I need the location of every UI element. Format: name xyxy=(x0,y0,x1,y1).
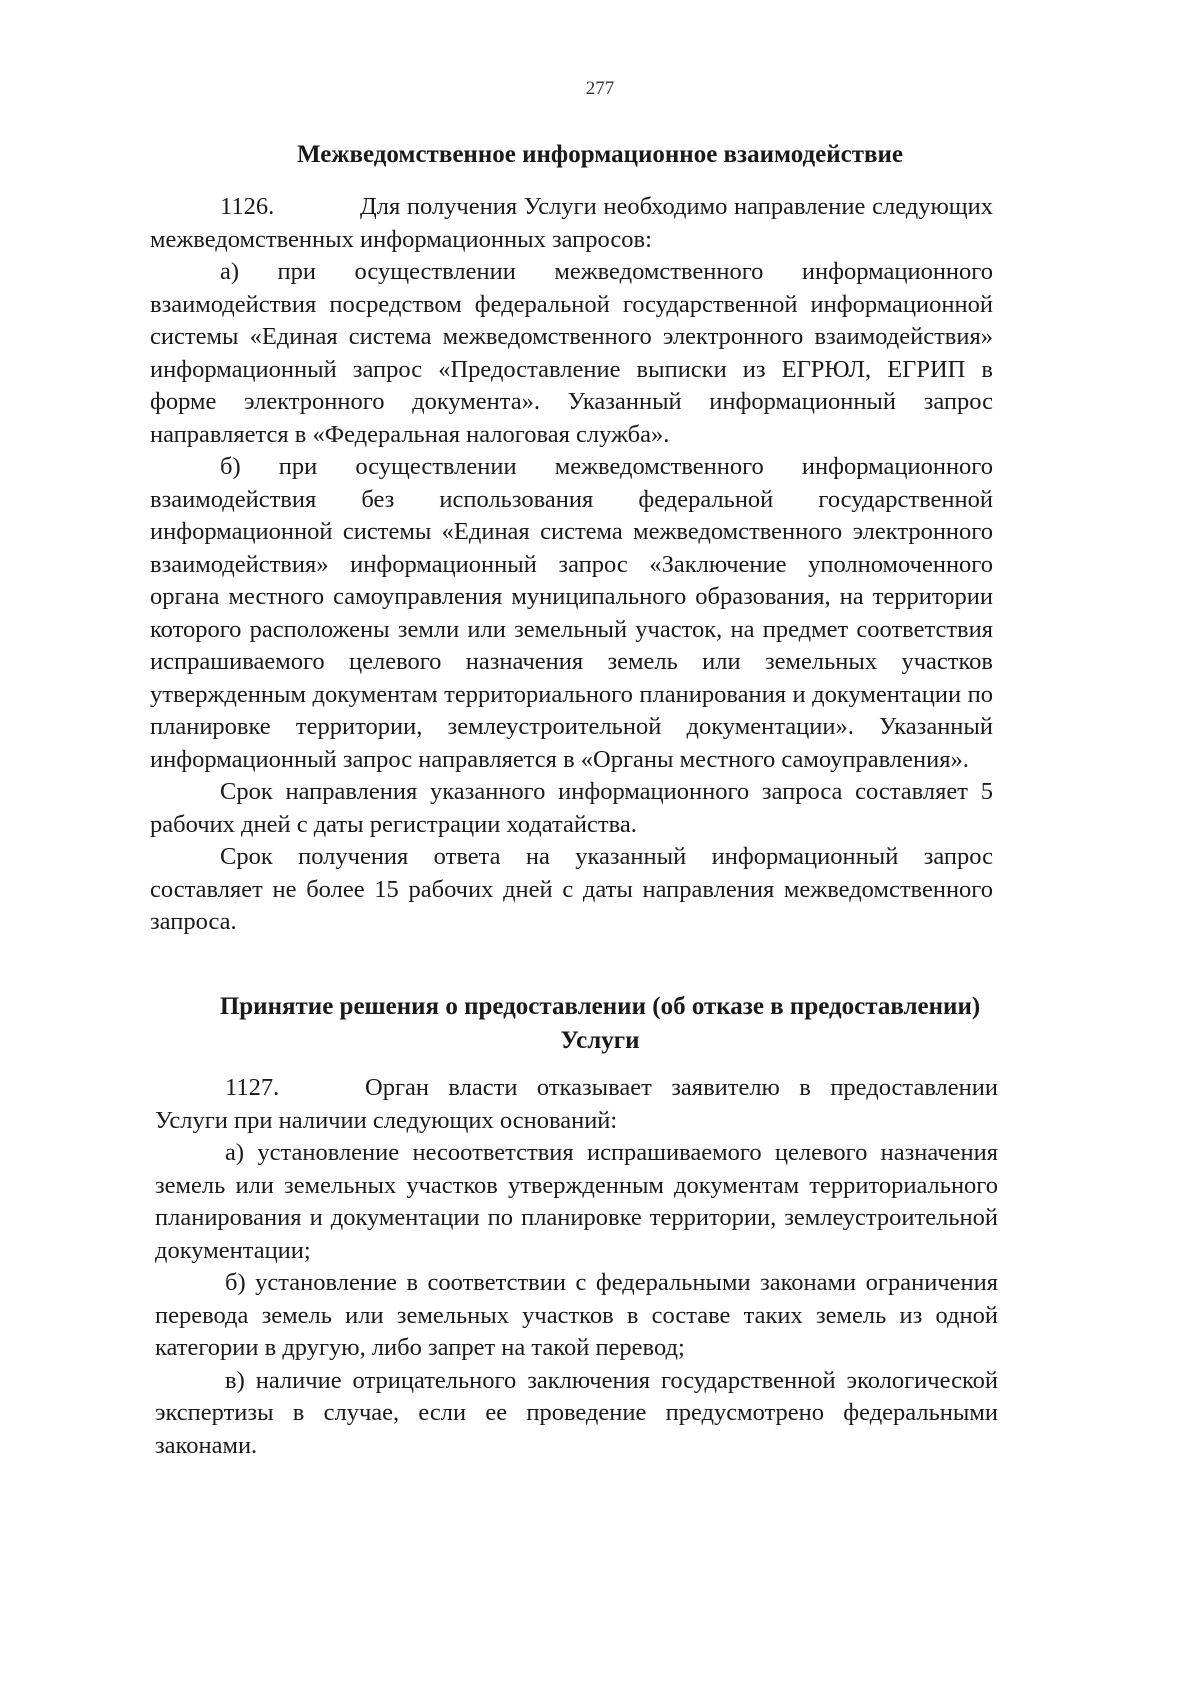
list-item: б) установление в соответствии с федеральными законами ограничения перевода земель или земельных участков в составе таких земель из одной категории в другую, либо запрет на такой перевод; xyxy=(155,1269,998,1361)
section-heading-decision xyxy=(150,990,1050,1058)
list-item: в) наличие отрицательного заключения государственной экологической экспертизы в случае, если ее проведение предусмотрено федеральными законами. xyxy=(155,1366,998,1459)
heading-line: Услуги xyxy=(560,1027,640,1054)
section-heading-interagency: Межведомственное информационное взаимодействие xyxy=(297,141,903,168)
paragraph-text: Орган власти отказывает заявителю в предоставлении Услуги при наличии следующих оснований: xyxy=(155,1074,998,1134)
paragraph-1126 xyxy=(150,191,993,256)
heading-line: Принятие решения о предоставлении (об отказе в предоставлении) xyxy=(219,993,981,1020)
paragraph-1127 xyxy=(155,1072,998,1137)
paragraph-number: 1127. xyxy=(225,1074,280,1101)
page-number: 277 xyxy=(585,78,615,99)
paragraph-text: Для получения Услуги необходимо направление следующих межведомственных информационных запросов: xyxy=(150,193,993,253)
list-item: б) при осуществлении межведомственного информационного взаимодействия без использования федеральной государственной информационной системы «Единая система межведомственного электронного взаимодействия» информационный запрос «Заключение уполномоченного органа местного самоуправления муниципального образования, на территории которого расположены земли или земельный участок, на предмет соответствия испрашиваемого целевого назначения земель или земельных участков утвержденным документам территориального планирования и документации по планировке территории, землеустроительной документации». Указанный информационный запрос направляется в «Органы местного самоуправления». xyxy=(150,453,993,773)
list-item: а) при осуществлении межведомственного информационного взаимодействия посредством федеральной государственной информационной системы «Единая система межведомственного электронного взаимодействия» информационный запрос «Предоставление выписки из ЕГРЮЛ, ЕГРИП в форме электронного документа». Указанный информационный запрос направляется в «Федеральная налоговая служба». xyxy=(150,258,993,448)
section-body-interagency xyxy=(150,191,993,939)
list-item: Срок направления указанного информационного запроса составляет 5 рабочих дней с даты регистрации ходатайства. xyxy=(150,778,993,838)
section-body-decision xyxy=(155,1072,998,1462)
list-item: а) установление несоответствия испрашиваемого целевого назначения земель или земельных участков утвержденным документам территориального планирования и документации по планировке территории, землеустроительной документации; xyxy=(155,1139,998,1264)
paragraph-number: 1126. xyxy=(220,193,275,220)
list-item: Срок получения ответа на указанный информационный запрос составляет не более 15 рабочих дней с даты направления межведомственного запроса. xyxy=(150,843,993,935)
